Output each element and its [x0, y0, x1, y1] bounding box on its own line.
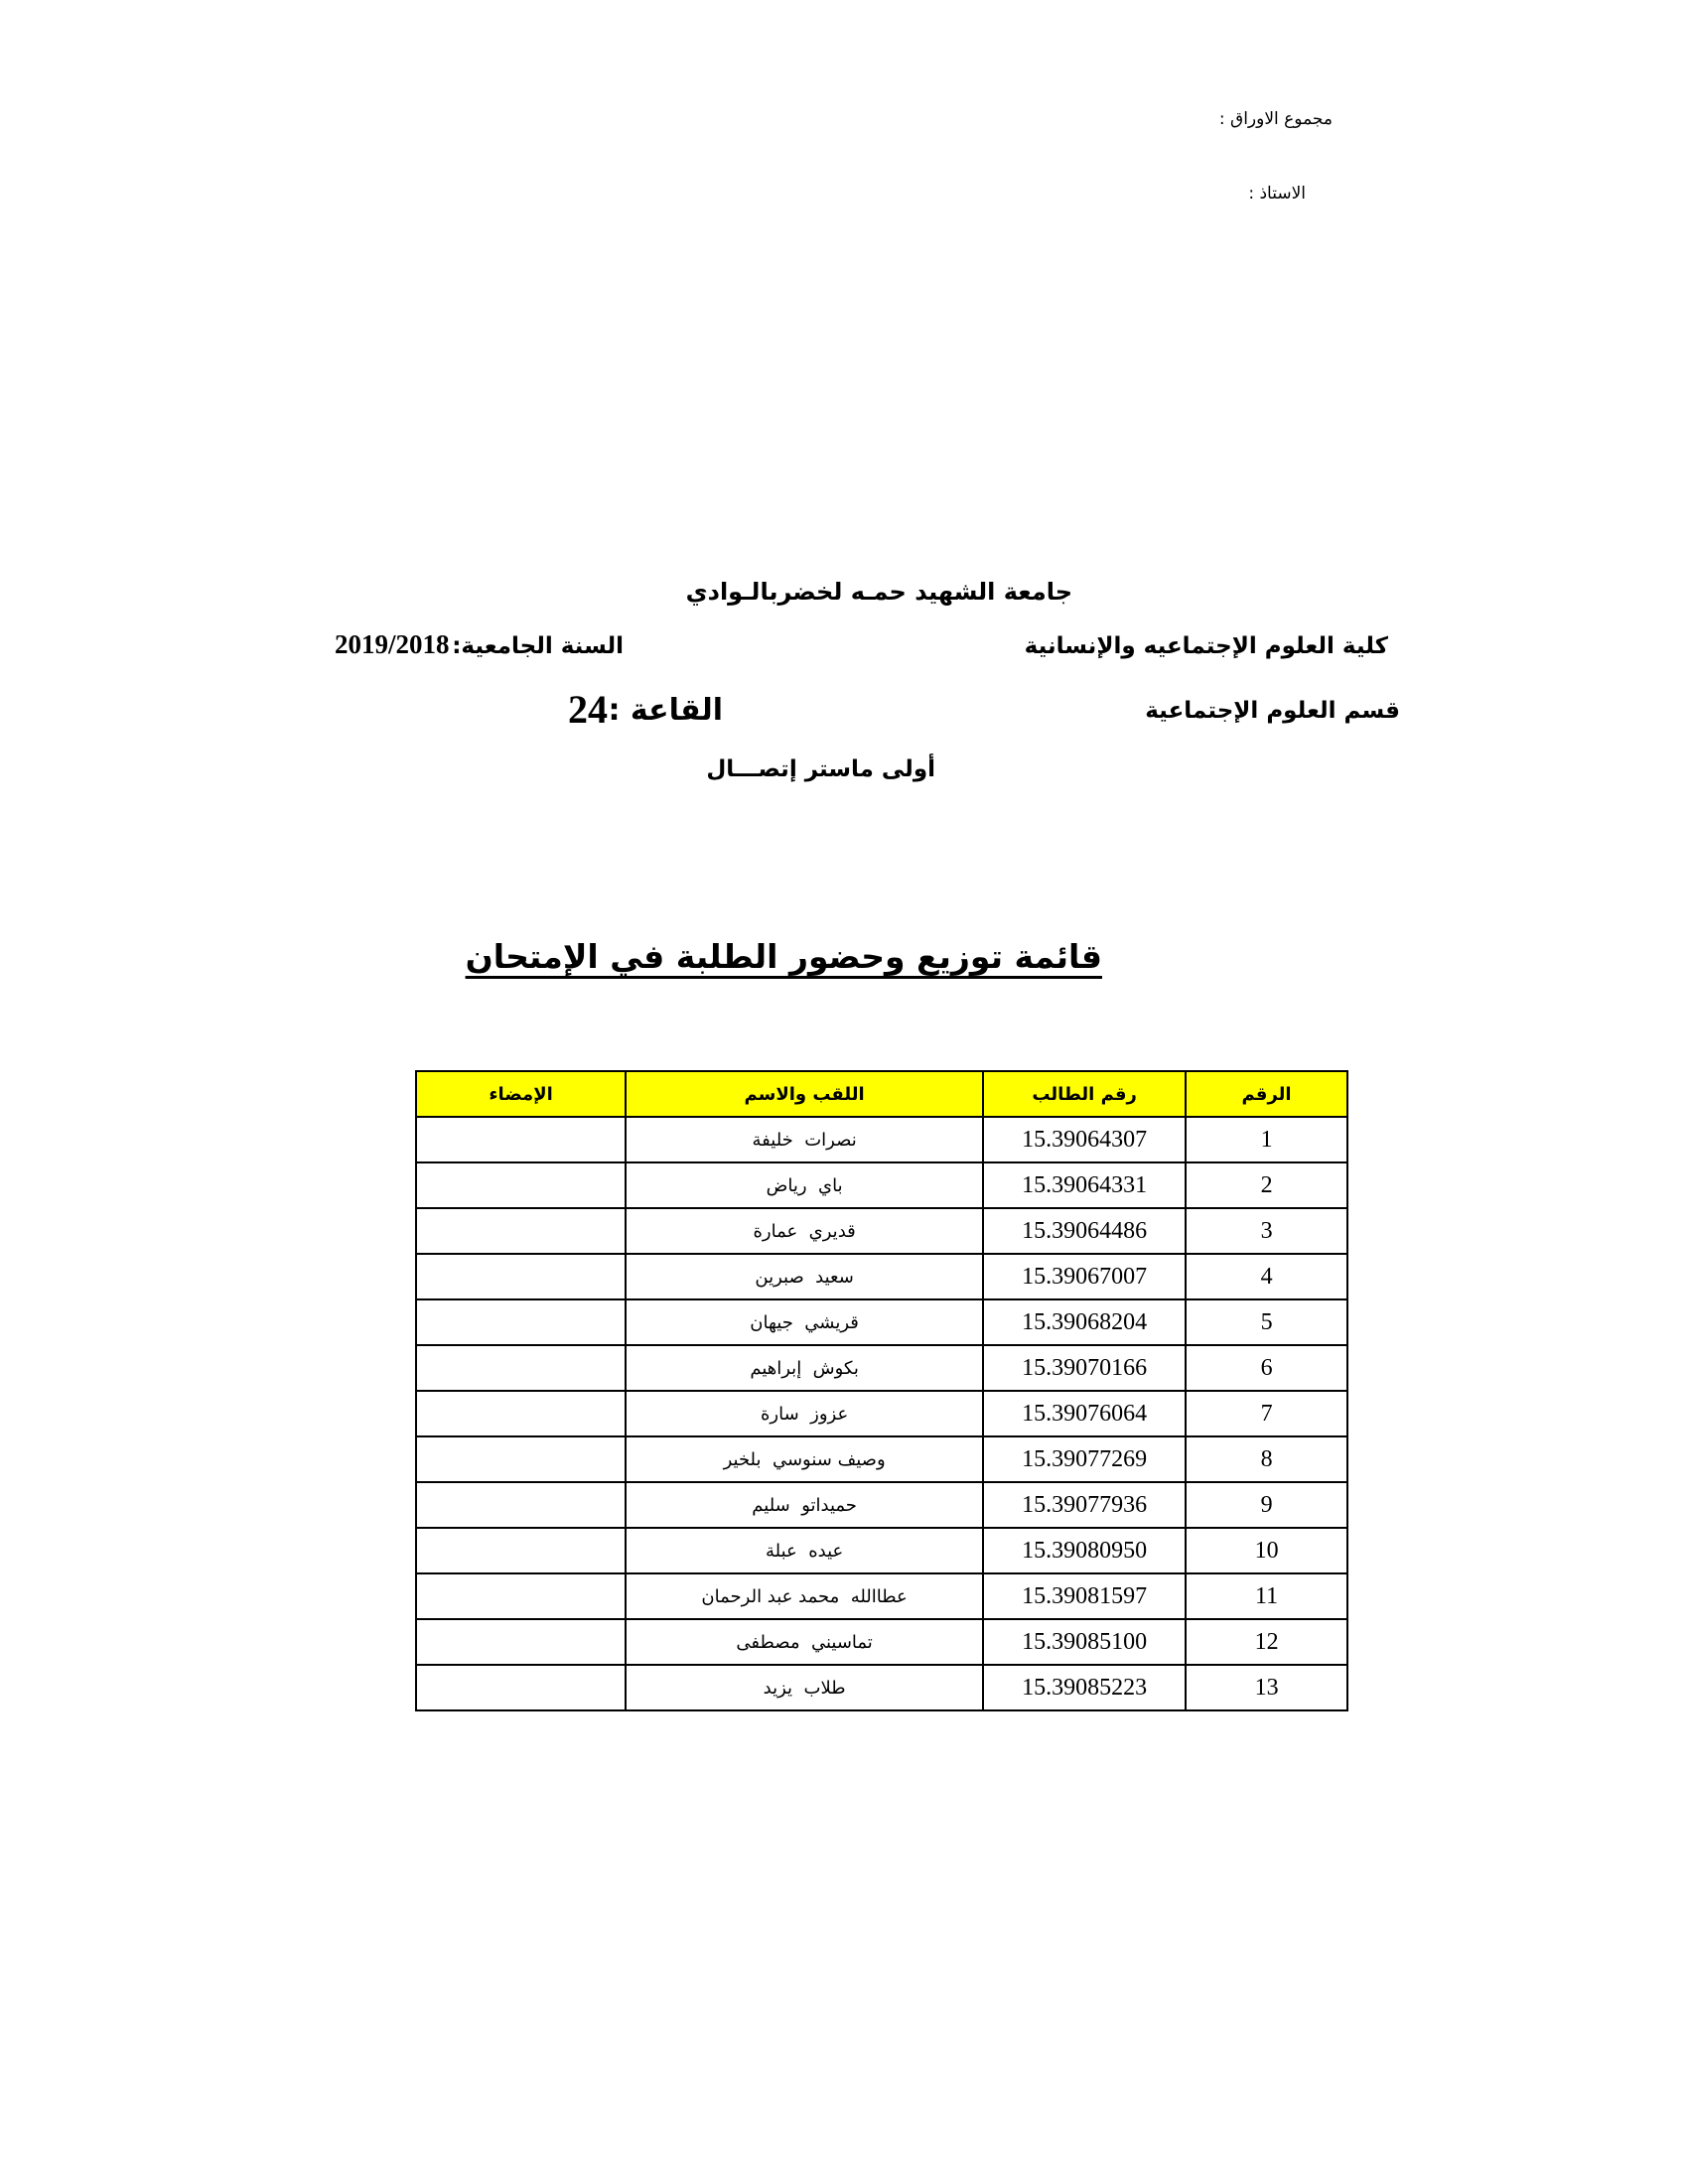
row-signature — [416, 1391, 626, 1436]
row-number: 7 — [1186, 1391, 1347, 1436]
row-number: 12 — [1186, 1619, 1347, 1665]
row-name: طلاب يزيد — [626, 1665, 983, 1710]
row-number: 4 — [1186, 1254, 1347, 1299]
table-row — [416, 1573, 1347, 1619]
row-signature — [416, 1482, 626, 1528]
row-name: قديري عمارة — [626, 1208, 983, 1254]
row-signature — [416, 1665, 626, 1710]
row-name: سعيد صبرين — [626, 1254, 983, 1299]
row-name: بكوش إبراهيم — [626, 1345, 983, 1391]
row-number: 9 — [1186, 1482, 1347, 1528]
table-row — [416, 1665, 1347, 1710]
document-title: قائمة توزيع وحضور الطلبة في الإمتحان — [465, 937, 1102, 976]
row-name: قريشي جيهان — [626, 1299, 983, 1345]
row-name: حميداتو سليم — [626, 1482, 983, 1528]
row-signature — [416, 1299, 626, 1345]
table-header-row — [416, 1071, 1347, 1117]
row-signature — [416, 1436, 626, 1482]
row-signature — [416, 1345, 626, 1391]
row-number: 11 — [1186, 1573, 1347, 1619]
professor-label: الاستاذ : — [1248, 184, 1306, 204]
row-number: 10 — [1186, 1528, 1347, 1573]
row-student-id: 15.39076064 — [983, 1391, 1186, 1436]
table-row — [416, 1208, 1347, 1254]
table-row — [416, 1254, 1347, 1299]
table-row — [416, 1482, 1347, 1528]
row-student-id: 15.39064307 — [983, 1117, 1186, 1162]
row-number: 13 — [1186, 1665, 1347, 1710]
table-row — [416, 1299, 1347, 1345]
row-number: 6 — [1186, 1345, 1347, 1391]
row-signature — [416, 1162, 626, 1208]
row-student-id: 15.39085223 — [983, 1665, 1186, 1710]
row-number: 3 — [1186, 1208, 1347, 1254]
table-row — [416, 1391, 1347, 1436]
papers-total-label: مجموع الاوراق : — [1218, 109, 1333, 129]
hall-number: 24 — [568, 687, 608, 732]
table-row — [416, 1117, 1347, 1162]
study-level: أولى ماستر إتصـــال — [706, 756, 935, 782]
table-row — [416, 1528, 1347, 1573]
header-student-id: رقم الطالب — [983, 1071, 1186, 1117]
row-name: عطاالله محمد عبد الرحمان — [626, 1573, 983, 1619]
row-signature — [416, 1254, 626, 1299]
header-signature: الإمضاء — [416, 1071, 626, 1117]
row-number: 5 — [1186, 1299, 1347, 1345]
row-name: نصرات خليفة — [626, 1117, 983, 1162]
university-name: جامعة الشهيد حمـه لخضربالـوادي — [685, 578, 1072, 606]
row-student-id: 15.39077269 — [983, 1436, 1186, 1482]
hall-label: القاعة : — [608, 693, 723, 728]
row-signature — [416, 1573, 626, 1619]
department-name: قسم العلوم الإجتماعية — [1145, 698, 1400, 724]
row-signature — [416, 1619, 626, 1665]
attendance-table — [415, 1070, 1348, 1711]
row-student-id: 15.39070166 — [983, 1345, 1186, 1391]
row-student-id: 15.39068204 — [983, 1299, 1186, 1345]
faculty-name: كلية العلوم الإجتماعيه والإنسانية — [1024, 633, 1388, 659]
row-signature — [416, 1117, 626, 1162]
table-row — [416, 1436, 1347, 1482]
row-student-id: 15.39064331 — [983, 1162, 1186, 1208]
header-number: الرقم — [1186, 1071, 1347, 1117]
academic-year-value: 2019/2018 — [335, 629, 450, 659]
row-student-id: 15.39064486 — [983, 1208, 1186, 1254]
row-student-id: 15.39067007 — [983, 1254, 1186, 1299]
row-signature — [416, 1208, 626, 1254]
row-number: 2 — [1186, 1162, 1347, 1208]
row-signature — [416, 1528, 626, 1573]
row-number: 8 — [1186, 1436, 1347, 1482]
row-name: باي رياض — [626, 1162, 983, 1208]
row-number: 1 — [1186, 1117, 1347, 1162]
row-name: عزوز سارة — [626, 1391, 983, 1436]
row-name: وصيف سنوسي بلخير — [626, 1436, 983, 1482]
row-student-id: 15.39081597 — [983, 1573, 1186, 1619]
table-row — [416, 1345, 1347, 1391]
row-name: تماسيني مصطفى — [626, 1619, 983, 1665]
academic-year-label: السنة الجامعية: — [452, 633, 624, 659]
row-student-id: 15.39077936 — [983, 1482, 1186, 1528]
header-name: اللقب والاسم — [626, 1071, 983, 1117]
row-name: عيده عبلة — [626, 1528, 983, 1573]
row-student-id: 15.39085100 — [983, 1619, 1186, 1665]
row-student-id: 15.39080950 — [983, 1528, 1186, 1573]
table-row — [416, 1619, 1347, 1665]
table-row — [416, 1162, 1347, 1208]
